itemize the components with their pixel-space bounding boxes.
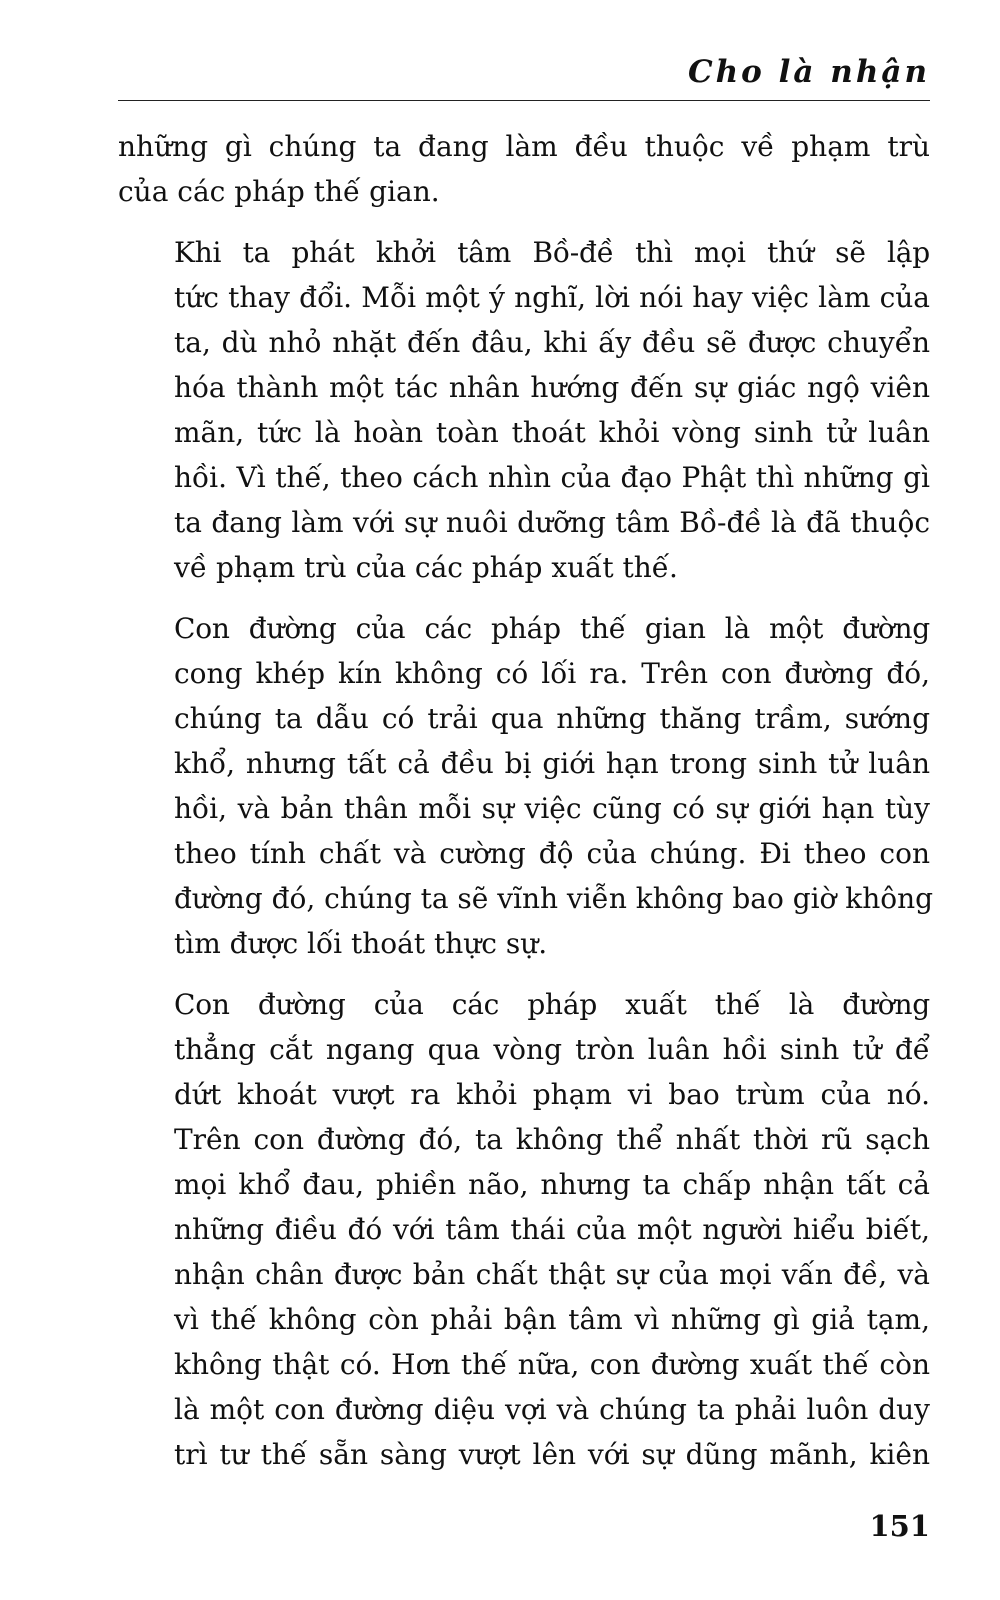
text-line: hồi. Vì thế, theo cách nhìn của đạo Phật thì những gì xyxy=(174,461,930,494)
text-line: Con đường của các pháp thế gian là một đường xyxy=(174,612,930,645)
text-line: hồi, và bản thân mỗi sự việc cũng có sự giới hạn tùy xyxy=(174,792,930,825)
text-line: thẳng cắt ngang qua vòng tròn luân hồi sinh tử để xyxy=(174,1033,930,1066)
text-line: vì thế không còn phải bận tâm vì những gì giả tạm, xyxy=(174,1303,930,1336)
text-line: mãn, tức là hoàn toàn thoát khỏi vòng sinh tử luân xyxy=(174,416,930,449)
text-line: mọi khổ đau, phiền não, nhưng ta chấp nhận tất cả xyxy=(174,1168,930,1201)
paragraph xyxy=(118,982,930,1477)
text-line: chúng ta dẫu có trải qua những thăng trầm, sướng xyxy=(174,702,930,735)
text-line: ta đang làm với sự nuôi dưỡng tâm Bồ-đề là đã thuộc xyxy=(174,506,930,539)
text-line: không thật có. Hơn thế nữa, con đường xuất thế còn xyxy=(174,1348,930,1381)
header-rule xyxy=(118,100,930,101)
text-line: tức thay đổi. Mỗi một ý nghĩ, lời nói hay việc làm của xyxy=(174,281,930,314)
text-line: đường đó, chúng ta sẽ vĩnh viễn không bao giờ không xyxy=(174,882,934,915)
text-line: là một con đường diệu vợi và chúng ta phải luôn duy xyxy=(174,1393,930,1426)
running-title: Cho là nhận xyxy=(687,54,930,90)
paragraph xyxy=(118,606,934,966)
text-line: Trên con đường đó, ta không thể nhất thời rũ sạch xyxy=(174,1123,930,1156)
text-line: những điều đó với tâm thái của một người hiểu biết, xyxy=(174,1213,930,1246)
text-line: của các pháp thế gian. xyxy=(118,175,440,208)
text-line: nhận chân được bản chất thật sự của mọi vấn đề, và xyxy=(174,1258,930,1291)
text-line: những gì chúng ta đang làm đều thuộc về phạm trù xyxy=(118,130,930,163)
text-line: về phạm trù của các pháp xuất thế. xyxy=(174,551,678,584)
text-line: tìm được lối thoát thực sự. xyxy=(174,927,548,960)
running-header xyxy=(118,52,930,102)
text-line: khổ, nhưng tất cả đều bị giới hạn trong sinh tử luân xyxy=(174,747,930,780)
text-line: theo tính chất và cường độ của chúng. Đi theo con xyxy=(174,837,930,870)
text-line: cong khép kín không có lối ra. Trên con đường đó, xyxy=(174,657,930,690)
text-line: dứt khoát vượt ra khỏi phạm vi bao trùm của nó. xyxy=(174,1078,930,1111)
text-line: Khi ta phát khởi tâm Bồ-đề thì mọi thứ sẽ lập xyxy=(174,236,930,269)
text-line: trì tư thế sẵn sàng vượt lên với sự dũng mãnh, kiên xyxy=(174,1438,930,1471)
paragraph xyxy=(118,230,930,590)
text-line: Con đường của các pháp xuất thế là đường xyxy=(174,988,930,1021)
text-line: ta, dù nhỏ nhặt đến đâu, khi ấy đều sẽ được chuyển xyxy=(174,326,930,359)
page-number: 151 xyxy=(869,1509,930,1543)
body-text xyxy=(118,124,934,1493)
text-line: hóa thành một tác nhân hướng đến sự giác ngộ viên xyxy=(174,371,930,404)
paragraph xyxy=(118,124,930,214)
